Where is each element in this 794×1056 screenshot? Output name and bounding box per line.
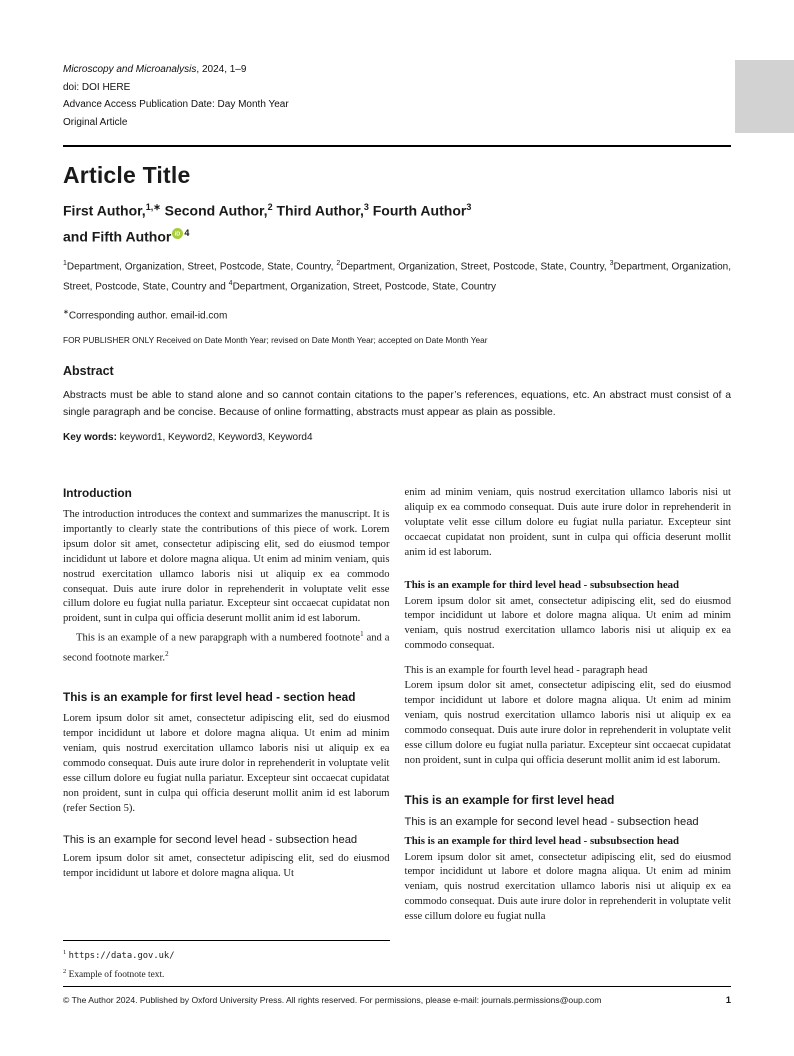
page-number: 1 [725,995,731,1006]
article-title: Article Title [63,162,191,188]
author-5-affiliation-sup: 4 [184,227,190,238]
page-footer [63,986,731,1006]
body-paragraph: enim ad minim veniam, quis nostrud exercitation ullamco laboris nisi ut aliquip ex ea commodo consequat. Duis aute irure dolor in reprehenderit in voluptate velit esse cillum dolore eu fugiat nulla pariatur. Excepteur sint occaecat cupidatat non proident, sunt in culpa qui officia deserunt mollit anim id est laborum. [404,487,731,558]
paragraph-head-example: This is an example for fourth level head - paragraph head [404,665,648,677]
body-paragraph: Lorem ipsum dolor sit amet, consectetur adipiscing elit, sed do eiusmod tempor incididunt ut labore et dolore magna aliqua. Ut enim ad minim veniam, quis nostrud exercitation ullamco laboris nisi ut aliquip ex ea commodo consequat. Duis aute irure dolor in reprehenderit in voluptate velit esse cillum dolore eu fugiat nulla [404,851,731,923]
journal-logo-placeholder [735,60,794,133]
second-level-head-example-2: This is an example for second level head - subsection head [404,815,699,828]
article-body-columns [63,486,731,984]
section-head-example: This is an example for first level head - section head [63,690,356,705]
advance-access-line: Advance Access Publication Date: Day Month Year [63,99,289,110]
footnotes-block [63,940,390,984]
affiliations: $^1$Department, Organization, Street, Postcode, State, Country, $^2$Department, Organization, Street, Postcode, State, Country, $^3$Department, Organization, Street, Postcode, State, Country and $^4$Department, Organization, Street, Postcode, State, Country [63,260,731,293]
journal-header-meta [63,61,731,131]
abstract-heading: Abstract [63,364,114,379]
body-paragraph: Lorem ipsum dolor sit amet, consectetur adipiscing elit, sed do eiusmod tempor incididunt ut labore et dolore magna aliqua. Ut [63,853,390,880]
abstract-text: Abstracts must be able to stand alone and so cannot contain citations to the paper’s references, equations, etc. An abstract must consist of a single paragraph and be concise. Because of online formatting, abstracts must appear as plain as possible. [63,390,731,419]
orcid-id-icon[interactable] [172,223,183,245]
journal-citation-line: Microscopy and Microanalysis, 2024, 1–9 [63,64,247,75]
publisher-only-line: FOR PUBLISHER ONLY Received on Date Month Year; revised on Date Month Year; accepted on Date Month Year [63,335,488,346]
first-level-head-example-2: This is an example for first level head [404,792,615,807]
body-paragraph: Lorem ipsum dolor sit amet, consectetur adipiscing elit, sed do eiusmod tempor incididunt ut labore et dolore magna aliqua. Ut enim ad minim veniam, quis nostrud exercitation ullamco laboris nisi ut aliquip ex ea commodo consequat. [404,595,731,652]
author-line-1: First Author,$^{1,∗}$ Second Author,$^2$ Third Author,$^3$ Fourth Author$^3$ [63,202,472,219]
subsection-head-example: This is an example for second level head - subsection head [63,834,358,847]
keywords-line [63,432,731,443]
header-divider-rule [63,145,731,147]
introduction-heading: Introduction [63,486,132,500]
left-column [63,486,390,984]
body-paragraph: Lorem ipsum dolor sit amet, consectetur adipiscing elit, sed do eiusmod tempor incididunt ut labore et dolore magna aliqua. Ut enim ad minim veniam, quis nostrud exercitation ullamco laboris nisi ut aliquip ex ea commodo consequat. Duis aute irure dolor in reprehenderit in voluptate velit esse cillum dolore eu fugiat nulla pariatur. Excepteur sint occaecat cupidatat non proident, sunt in culpa qui officia deserunt mollit anim id est laborum (refer Section 5). [63,713,390,814]
footnote-rule [63,940,390,941]
subsubsection-head-example-2: This is an example for third level head - subsubsection head [404,834,680,847]
corresponding-author-line: ∗Corresponding author. email-id.com [63,308,228,322]
keywords-value: keyword1, Keyword2, Keyword3, Keyword4 [116,432,313,444]
doi-line: doi: DOI HERE [63,81,131,93]
author-list [63,196,731,247]
article-type-label: Original Article [63,116,128,128]
body-paragraph: The introduction introduces the context and summarizes the manuscript. It is importantly to clearly state the contributions of this piece of work. Lorem ipsum dolor sit amet, consectetur adipiscing elit, sed do eiusmod tempor incididunt ut labore et dolore magna aliqua. Ut enim ad minim veniam, quis nostrud exercitation ullamco laboris nisi ut aliquip ex ea commodo consequat. Duis aute irure dolor in reprehenderit in voluptate velit esse cillum dolore eu fugiat nulla pariatur. Excepteur sint occaecat cupidatat non proident, sunt in culpa qui officia deserunt mollit anim id est laborum. [63,509,390,625]
footnote-2: $^2$ Example of footnote text. [63,968,165,981]
right-column [405,486,732,984]
svg-text:iD: iD [175,231,181,238]
copyright-line: © The Author 2024. Published by Oxford University Press. All rights reserved. For permissions, please e-mail: journals.permissions@oup.com [63,995,602,1005]
author-line-2: and Fifth Author iD $^4$ [63,222,731,248]
subsubsection-head-example-1: This is an example for third level head - subsubsection head [404,578,680,591]
body-paragraph: Lorem ipsum dolor sit amet, consectetur adipiscing elit, sed do eiusmod tempor incididunt ut labore et dolore magna aliqua. Ut enim ad minim veniam, quis nostrud exercitation ullamco laboris nisi ut aliquip ex ea commodo consequat. Duis aute irure dolor in reprehenderit in voluptate velit esse cillum dolore eu fugiat nulla pariatur. Excepteur sint occaecat cupidatat non proident, sunt in culpa qui officia deserunt mollit anim id est laborum. [404,680,731,766]
body-paragraph-with-footnotes: This is an example of a new parapgraph with a numbered footnote$^1$ and a second footnote marker.$^2$ [63,630,390,664]
footnote-1[interactable]: $^1$ https://data.gov.uk/ [63,948,175,961]
keywords-label: Key words: [63,432,117,444]
